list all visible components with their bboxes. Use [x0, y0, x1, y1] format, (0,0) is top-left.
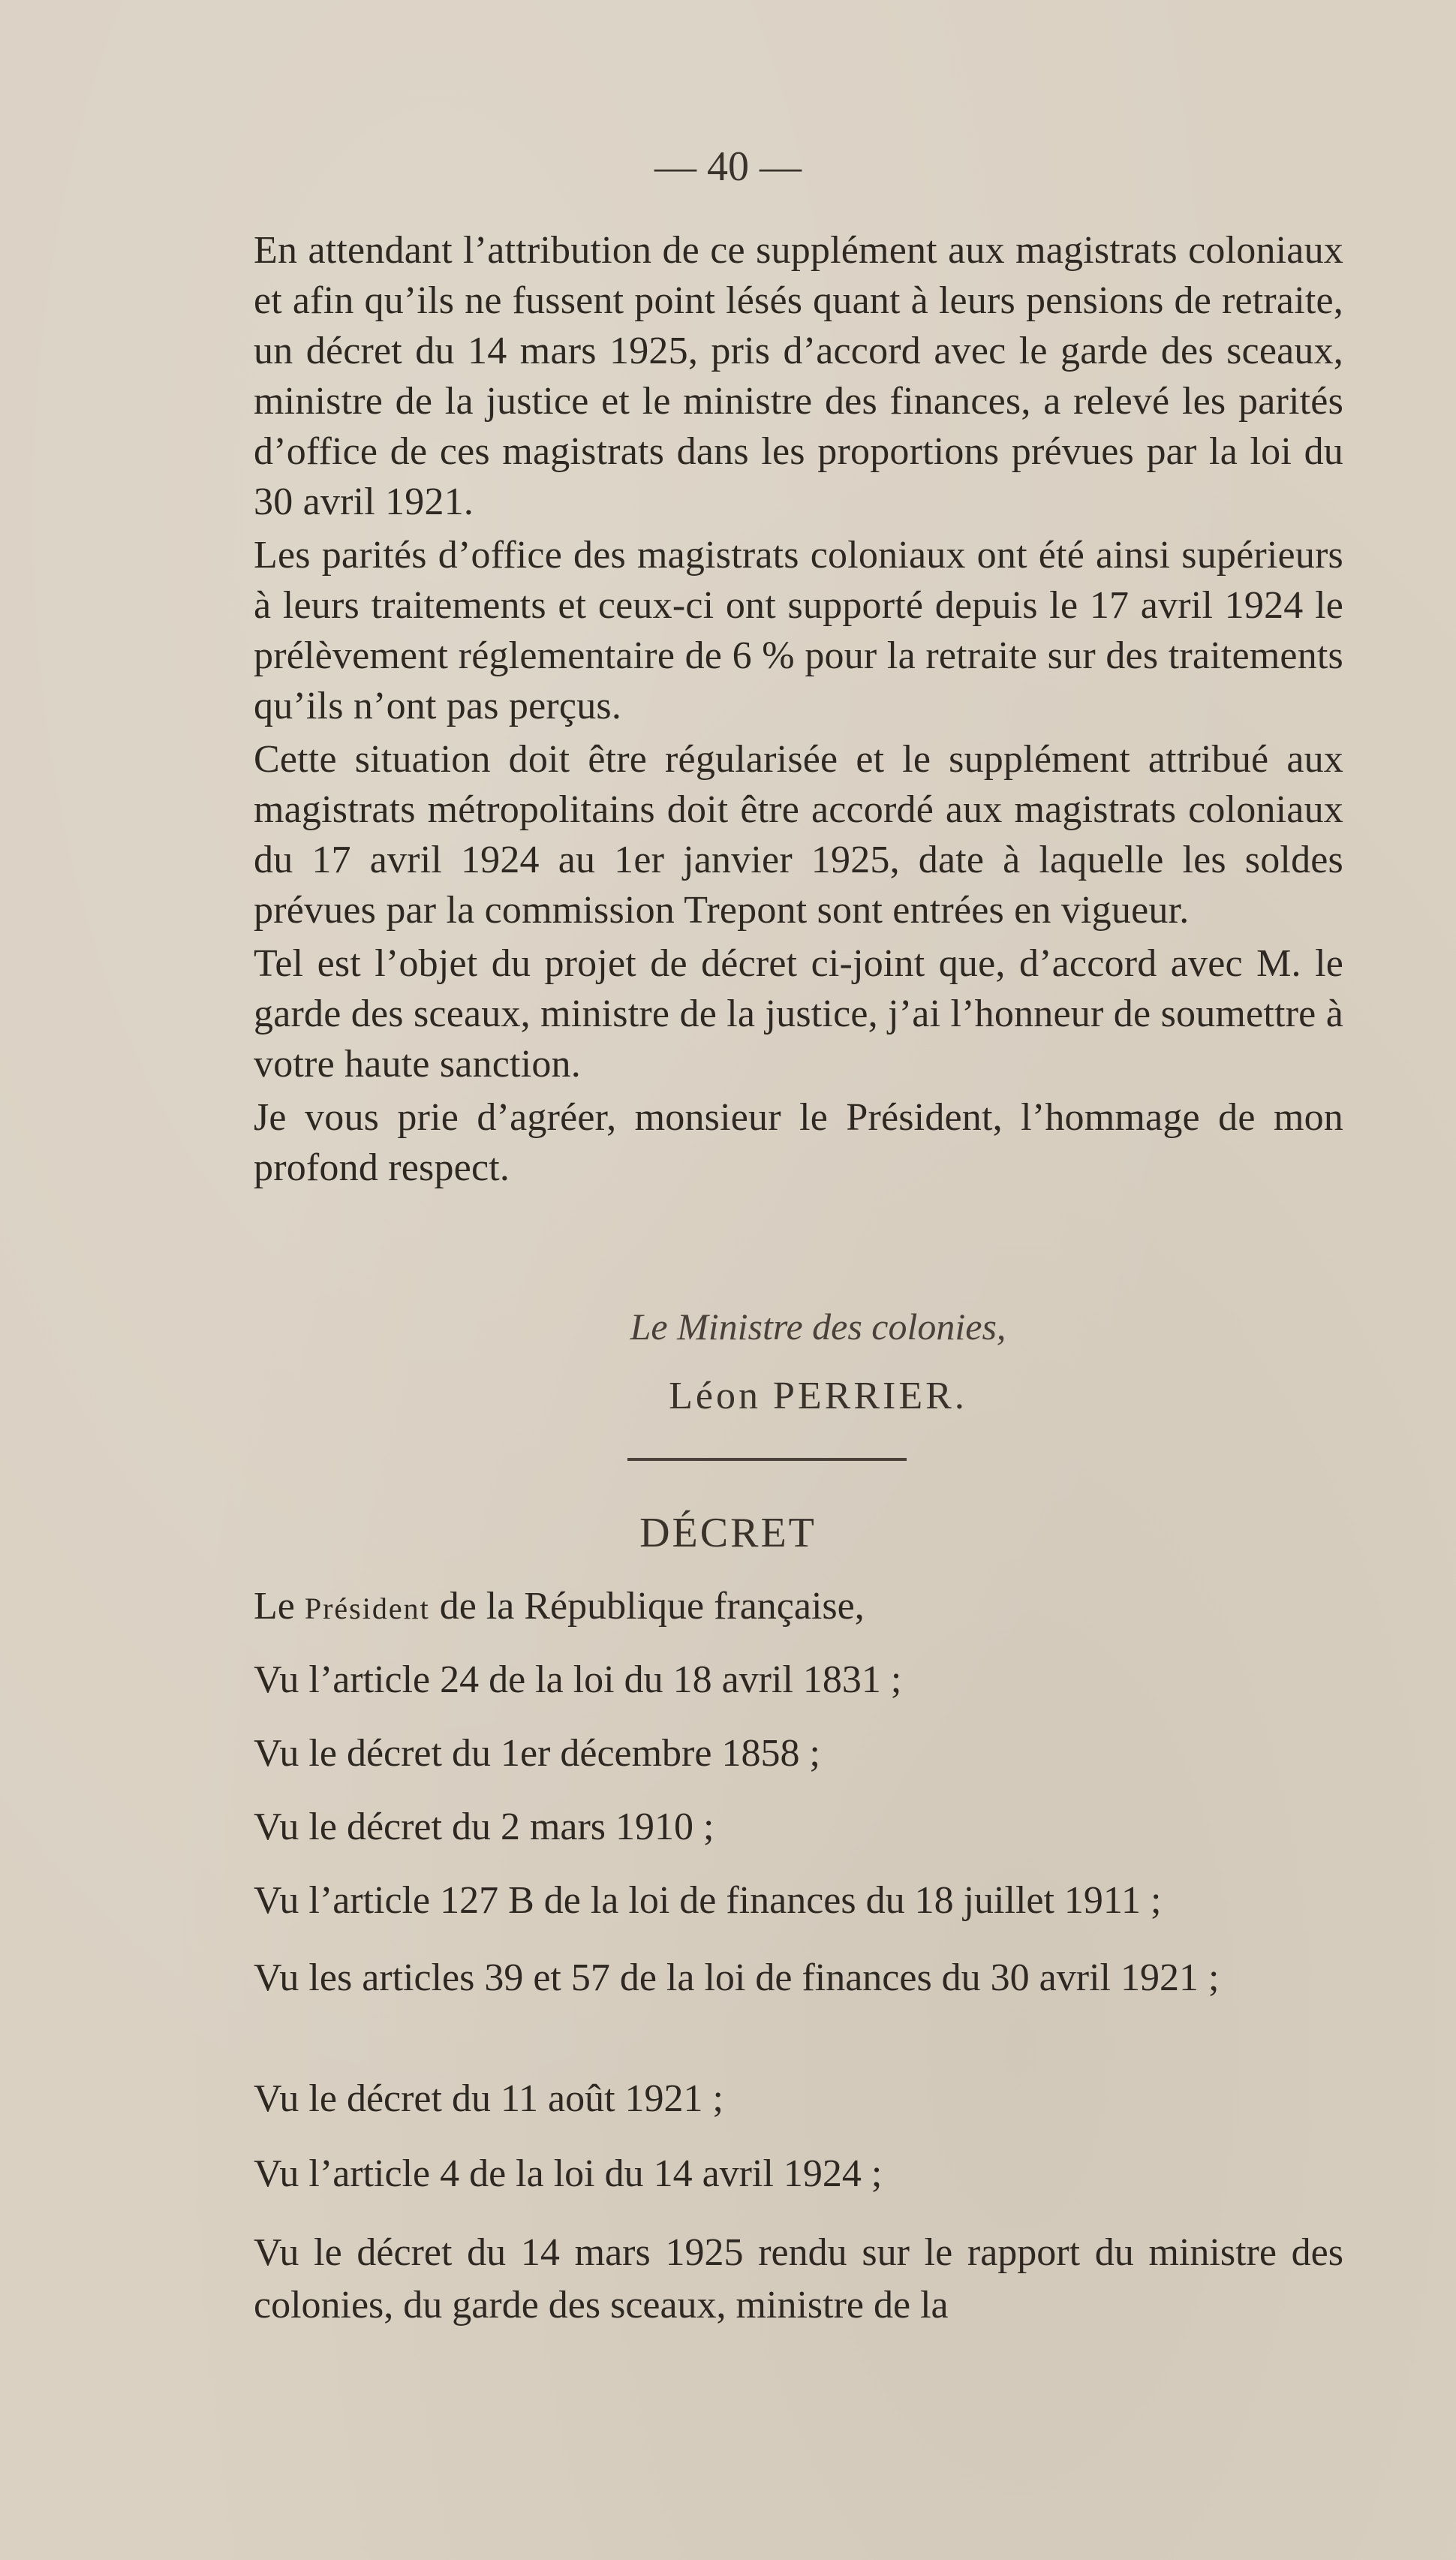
signature-role: Le Ministre des colonies,	[630, 1306, 1006, 1348]
vu-line-7: Vu l’article 4 de la loi du 14 avril 1924 ;	[254, 2152, 883, 2195]
vu-line-4: Vu l’article 127 B de la loi de finances du 18 juillet 1911 ;	[254, 1879, 1162, 1922]
president-line	[254, 1584, 1343, 1628]
vu-line-1: Vu l’article 24 de la loi du 18 avril 1831 ;	[254, 1658, 902, 1701]
vu-line-6: Vu le décret du 11 août 1921 ;	[254, 2077, 724, 2120]
paragraph-5: Je vous prie d’agréer, monsieur le Président, l’hommage de mon profond respect.	[254, 1096, 1343, 1189]
page-number: — 40 —	[654, 143, 802, 190]
signature-name	[0, 1374, 1456, 1418]
decret-title: DÉCRET	[639, 1510, 817, 1556]
vu-line-8: Vu le décret du 14 mars 1925 rendu sur le rapport du ministre des colonies, du garde des sceaux, ministre de la	[254, 2231, 1343, 2327]
paragraph-1: En attendant l’attribution de ce supplément aux magistrats coloniaux et afin qu’ils ne fussent point lésés quant à leurs pensions de retraite, un décret du 14 mars 1925, pris d’accord avec le garde des sceaux, ministre de la justice et le ministre des finances, a relevé les parités d’office de ces magistrats dans les proportions prévues par la loi du 30 avril 1921.	[254, 229, 1343, 523]
president-line-le: Le	[254, 1585, 295, 1628]
president-line-president: Président	[304, 1592, 430, 1625]
vu-line-2: Vu le décret du 1er décembre 1858 ;	[254, 1732, 820, 1775]
signature-first-name: Léon	[669, 1375, 761, 1417]
paragraph-3: Cette situation doit être régularisée et le supplément attribué aux magistrats métropolitains doit être accordé aux magistrats coloniaux du 17 avril 1924 au 1er janvier 1925, date à laquelle les soldes prévues par la commission Trepont sont entrées en vigueur.	[254, 738, 1343, 932]
paragraph-4: Tel est l’objet du projet de décret ci-joint que, d’accord avec M. le garde des sceaux, ministre de la justice, j’ai l’honneur de soumettre à votre haute sanction.	[254, 942, 1343, 1086]
vu-line-3: Vu le décret du 2 mars 1910 ;	[254, 1806, 714, 1848]
signature-last-name: PERRIER.	[773, 1375, 967, 1417]
paragraph-2: Les parités d’office des magistrats coloniaux ont été ainsi supérieurs à leurs traitements et ceux-ci ont supporté depuis le 17 avril 1924 le prélèvement réglementaire de 6 % pour la retraite sur des traitements qu’ils n’ont pas perçus.	[254, 534, 1343, 727]
vu-line-5: Vu les articles 39 et 57 de la loi de finances du 30 avril 1921 ;	[254, 1956, 1220, 1999]
president-line-rest: de la République française,	[439, 1585, 865, 1628]
separator-rule	[627, 1458, 907, 1461]
body-text	[254, 225, 1343, 1193]
